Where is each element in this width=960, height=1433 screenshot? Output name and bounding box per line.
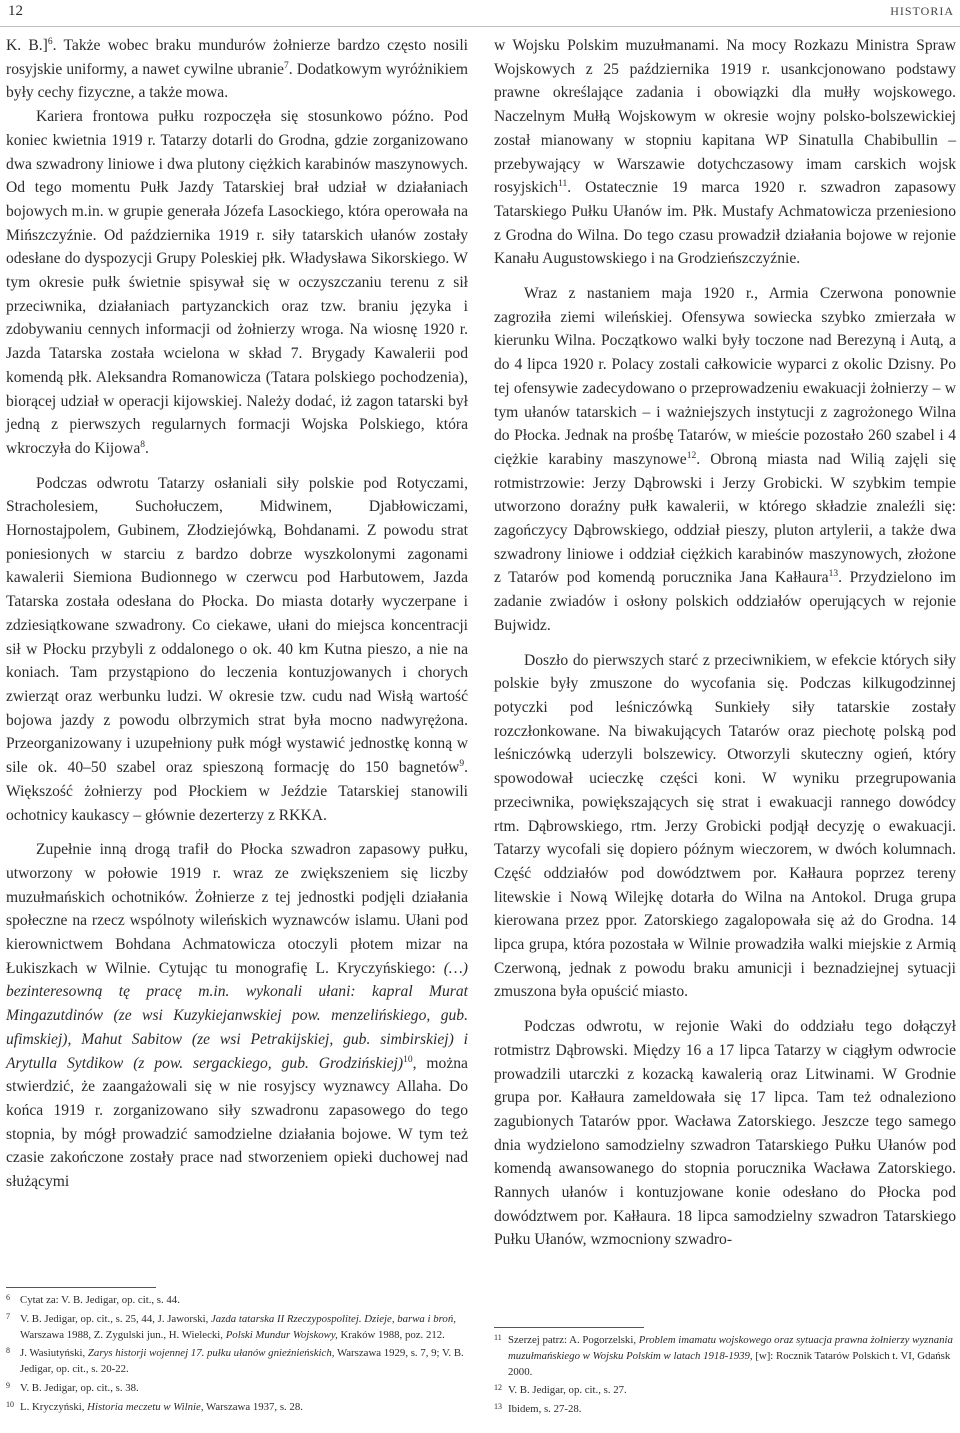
footnote-text: V. B. Jedigar, op. cit., s. 38. [20, 1381, 139, 1394]
footnote [6, 1293, 468, 1309]
footnote-text: V. B. Jedigar, op. cit., s. 27. [508, 1384, 627, 1397]
footnote-text: Ibidem, s. 27-28. [508, 1403, 582, 1416]
footnote-divider [6, 1287, 156, 1288]
footnote [494, 1333, 956, 1380]
footnote-text: Szerzej patrz: A. Pogorzelski, [508, 1334, 639, 1346]
page-header [0, 0, 960, 27]
footnote-text: Warszawa 1929, s. 7, 9; V. B. Jedigar, op. cit., s. 20-22. [20, 1347, 464, 1376]
footnote-text: Cytat za: V. B. Jedigar, op. cit., s. 44. [20, 1294, 180, 1306]
footnote-divider [494, 1327, 644, 1328]
footnote [494, 1383, 956, 1399]
footnote-title: Zarys historji wojennej 17. pułku ułanów gnieźnieńskich, [87, 1347, 335, 1360]
footnote-title: Problem imamatu wojskowego oraz sytuacja prawna żołnierzy wyznania muzułmańskiego w Wojsku Polskim w latach 1918-1939, [508, 1334, 953, 1362]
footnote [6, 1312, 468, 1344]
quotation: (…) bezinteresowną tę pracę m.in. wykonali ułani: kapral Murat Mingazutdinów (ze wsi Kuzykiejanwskiej pow. menzelińskiego, gub. ufimskiej), Mahut Sabitow (ze wsi Petrakijskiej, gub. simbirskiej) i Arytulla Sytdikow (z pow. sergackiego, gub. Grodzińskiej) [6, 959, 468, 1072]
footnote-ref: 10 [403, 1054, 413, 1065]
footnote-number: 7 [6, 1311, 10, 1321]
footnote-ref: 7 [283, 60, 289, 71]
footnote [6, 1381, 468, 1397]
footnote-text: Kraków 1988, poz. 212. [337, 1328, 445, 1341]
footnote-ref: 6 [47, 36, 53, 47]
footnote-ref: 11 [558, 179, 568, 190]
footnote-number: 11 [494, 1333, 502, 1342]
footnote-title: Polski Mundur Wojskowy, [225, 1328, 338, 1341]
footnote [6, 1400, 468, 1416]
paragraph: Zupełnie inną drogą trafił do Płocka szwadron zapasowy pułku, utworzony w połowie 1919 r. wraz ze zwiększeniem się liczby muzułmańskich ochotników. Żołnierze z tej jednostki podjęli działania społeczne na rzecz wspólnoty wileńskich wyznawców islamu. Ułani pod kierownictwem Bohdana Achmatowicza otoczyli płotem mizar na Łukiszkach w Wilnie. Cytując tu monografię L. Kryczyńskiego: (…) bezinteresowną tę pracę m.in. wykonali ułani: kapral Murat Mingazutdinów (ze wsi Kuzykiejanwskiej pow. menzelińskiego, gub. ufimskiej), Mahut Sabitow (ze wsi Petrakijskiej, gub. simbirskiej) i Arytulla Sytdikow (z pow. sergackiego, gub. Grodzińskiej)$^{10}$, można stwierdzić, że zaangażowali się w nie rosyjscy wyznawcy Allaha. Do końca 1919 r. zorganizowano siły szwadronu zapasowego do tego stopnia, by mógł prowadzić samodzielne działania bojowe. W tym też czasie zakończone zostały prace nad stworzeniem opieki duchowej nad służącymi [6, 841, 468, 1191]
paragraph: Doszło do pierwszych starć z przeciwnikiem, w efekcie których siły polskie były zmuszone do wycofania się. Podczas kilkugodzinnej potyczki pod leśniczówką Sunkieły siły tatarskie zostały rozczłonkowane. Na biwakujących Tatarów oraz piechotę polską pod leśniczówką uderzyli bolszewicy. Otworzyli skuteczny ogień, który spowodował ucieczkę części koni. W wyniku przegrupowania przeciwnika, powiększających się strat i ewakuacji rannego dowódcy rtm. Dąbrowskiego, rtm. Jerzy Grobicki podjął decyzję o ewakuacji. Tatarzy wycofali się dopiero późnym wieczorem, w dwóch kolumnach. Część oddziałów pod dowództwem por. Kałłaura poprzez tereny litewskie i Nową Wilejkę dotarła do Wilna na Antokol. Druga grupa kierowana przez ppor. Zatorskiego zagalopowała się aż do Grodna. 14 lipca grupa, która pozostała w Wilnie prowadziła walki miejskie z Armią Czerwoną, jednak z powodu braku amunicji i beznadziejnej sytuacji zmuszona była opuścić miasto. [494, 651, 956, 1001]
footnote-text: L. Kryczyński, [20, 1400, 88, 1413]
footnote-ref: 13 [828, 569, 839, 580]
paragraph: Wraz z nastaniem maja 1920 r., Armia Czerwona ponownie zagroziła ziemi wileńskiej. Ofensywa sowiecka szybko zmierzała w kierunku Wilna. Początkowo walki były toczone nad Berezyną i Autą, a do 4 lipca 1920 r. Polacy zostali całkowicie wyparci z okolic Dzisny. Po tej ofensywie zadecydowano o przeprowadzeniu ewakuacji żołnierzy – w tym ułanów tatarskich – i ważniejszych instytucji z zagrożonego Wilna do Płocka. Jednak na prośbę Tatarów, w mieście pozostało 260 szabel i 4 ciężkie karabiny maszynowe$^{12}$. Obroną miasta nad Wilią zajęli się rotmistrzowie: Jerzy Dąbrowski i Jerzy Grobicki. W szybkim tempie utworzono doraźny pułk kawalerii, w którego składzie znaleźli się: zagończycy Dąbrowskiego, oddział pieszy, pluton artylerii, a także dwa szwadrony liniowe i oddział ciężkich karabinów maszynowych, złożone z Tatarów pod komendą porucznika Jana Kałłaura$^{13}$. Przydzielono im zadanie zwiadów i osłony polskich oddziałów operujących w rejonie Bujwidz. [494, 285, 957, 634]
paragraph: Podczas odwrotu, w rejonie Waki do oddziału tego dołączył rotmistrz Dąbrowski. Między 16 a 17 lipca Tatarzy w ciągłym odwrocie prowadzili utarczki z kozacką kawalerią oraz Litwinami. W Grodnie grupa por. Kałłaura zameldowała się 17 lipca. Tam też odnaleziono zagubionych Tatarów ppor. Wacława Zatorskiego. Jeszcze tego samego dnia wydzielono samodzielny szwadron Tatarskiego Pułku Ułanów pod komendą awansowanego do stopnia porucznika Wacława Zatorskiego. Rannych ułanów i kontuzjowane konie odesłano do Płocka pod dowództwem por. Kałłaura. 18 lipca samodzielny szwadron Tatarskiego Pułku Ułanów, wzmocniony szwadro- [494, 1018, 956, 1249]
right-column [494, 34, 956, 1252]
footnote-text: V. B. Jedigar, op. cit., s. 25, 44, J. Jaworski, [20, 1312, 212, 1325]
footnote-text: [w]: Rocznik Tatarów Polskich t. VI, Gdańsk 2000. [508, 1349, 951, 1378]
footnote-title: Jazda tatarska II Rzeczypospolitej. Dzieje, barwa i broń, [211, 1312, 456, 1325]
footnote-number: 13 [494, 1402, 502, 1412]
footnote-number: 10 [6, 1399, 14, 1409]
footnote [494, 1402, 956, 1418]
footnote-number: 12 [494, 1383, 502, 1393]
footnote-text: Warszawa 1988, Z. Zygulski jun., H. Wielecki, [20, 1328, 226, 1341]
footnotes-right [494, 1327, 956, 1421]
footnote-text: Warszawa 1937, s. 28. [203, 1400, 303, 1413]
footnote-ref: 9 [459, 758, 465, 769]
footnotes-left [6, 1287, 468, 1419]
footnote-number: 9 [6, 1380, 10, 1390]
footnote-number: 6 [6, 1293, 10, 1302]
left-column [6, 34, 468, 1194]
footnote-number: 8 [6, 1346, 10, 1356]
paragraph: K. B.]$^6$. Także wobec braku mundurów żołnierze bardzo często nosili rosyjskie uniformy, a nawet cywilne ubranie$^7$. Dodatkowym wyróżnikiem były cechy fizyczne, a także mowa. [6, 36, 468, 102]
footnote-title: Historia meczetu w Wilnie, [87, 1400, 204, 1413]
paragraph: Podczas odwrotu Tatarzy osłaniali siły polskie pod Rotyczami, Stracholesiem, Suchołuczem, Midwinem, Djabłowiczami, Hornostajpolem, Gubinem, Złodziejówką, Bohdanami. Z powodu strat poniesionych w starciu z bardzo dobrze wyszkolonymi zagonami kawalerii Siemiona Budionnego w czerwcu pod Harbutowem, Jazda Tatarska została odesłana do Płocka. Do miasta dotarły wyczerpane i zdziesiątkowane szwadrony. Co ciekawe, ułani do miejsca koncentracji sił w Płocku przybyli z oddalonego o ok. 40 km Kutna pieszo, a nie na koniach. Tam przystąpiono do leczenia kontuzjowanych i chorych zwierząt oraz werbunku ludzi. W okresie tzw. cudu nad Wisłą wartość bojowa jazdy z powodu olbrzymich strat była mocno nadwyrężona. Przeorganizowany i uzupełniony pułk mógł wystawić jednostkę konną w sile ok. 40–50 szabel oraz spieszoną formację do 150 bagnetów$^9$. Większość żołnierzy pod Płockiem w Jeździe Tatarskiej stanowili ochotnicy kaukascy – głównie dezerterzy z RKKA. [6, 474, 468, 824]
footnote-ref: 12 [686, 450, 697, 461]
paragraph: Kariera frontowa pułku rozpoczęła się stosunkowo późno. Pod koniec kwietnia 1919 r. Tatarzy dotarli do Grodna, gdzie zorganizowano dwa szwadrony liniowe i dwa plutony ciężkich karabinów maszynowych. Od tego momentu Pułk Jazdy Tatarskiej brał udział w działaniach bojowych m.in. w grupie generała Józefa Lasockiego, która operowała na Mińszczyźnie. Od października 1919 r. siły tatarskich ułanów zostały odesłane do dyspozycji Grupy Poleskiej płk. Władysława Sikorskiego. W tym okresie pułk świetnie spisywał się w oczyszczaniu terenu z sił przeciwnika, działaniach partyzanckich oraz tzw. braniu języka i zdobywaniu cennych informacji od żołnierzy wroga. Na wiosnę 1920 r. Jazda Tatarska została wcielona w skład 7. Brygady Kawalerii pod komendą płk. Aleksandra Romanowicza (Tatara polskiego pochodzenia), biorącej udział w operacji kijowskiej. Należy dodać, iż zagon tatarski był jedną z pierwszych regularnych formacji Wojska Polskiego, która wkroczyła do Kijowa$^8$. [6, 108, 468, 457]
footnote-ref: 8 [140, 439, 145, 450]
section-title: HISTORIA [890, 4, 954, 18]
footnote-text: J. Wasiutyński, [20, 1347, 88, 1360]
paragraph: w Wojsku Polskim muzułmanami. Na mocy Rozkazu Ministra Spraw Wojskowych z 25 października 1919 r. usankcjonowano podstawy prawne określające zadania i obowiązki dla mułły wojskowego. Naczelnym Mułłą Wojskowym w okresie wojny polsko-bolszewickiej został mianowany w stopniu kapitana WP Sinatulla Chabibullin – przebywający w Warszawie dotychczasowy imam carskich wojsk rosyjskich$^{11}$. Ostatecznie 19 marca 1920 r. szwadron zapasowy Tatarskiego Pułku Ułanów im. Płk. Mustafy Achmatowicza przeniesiono z Grodna do Wilna. Do tego czasu prowadził działania bojowe w rejonie Kanału Augustowskiego i na Grodzieńszczyźnie. [494, 37, 956, 268]
footnote [6, 1346, 468, 1378]
page-number: 12 [8, 3, 23, 19]
